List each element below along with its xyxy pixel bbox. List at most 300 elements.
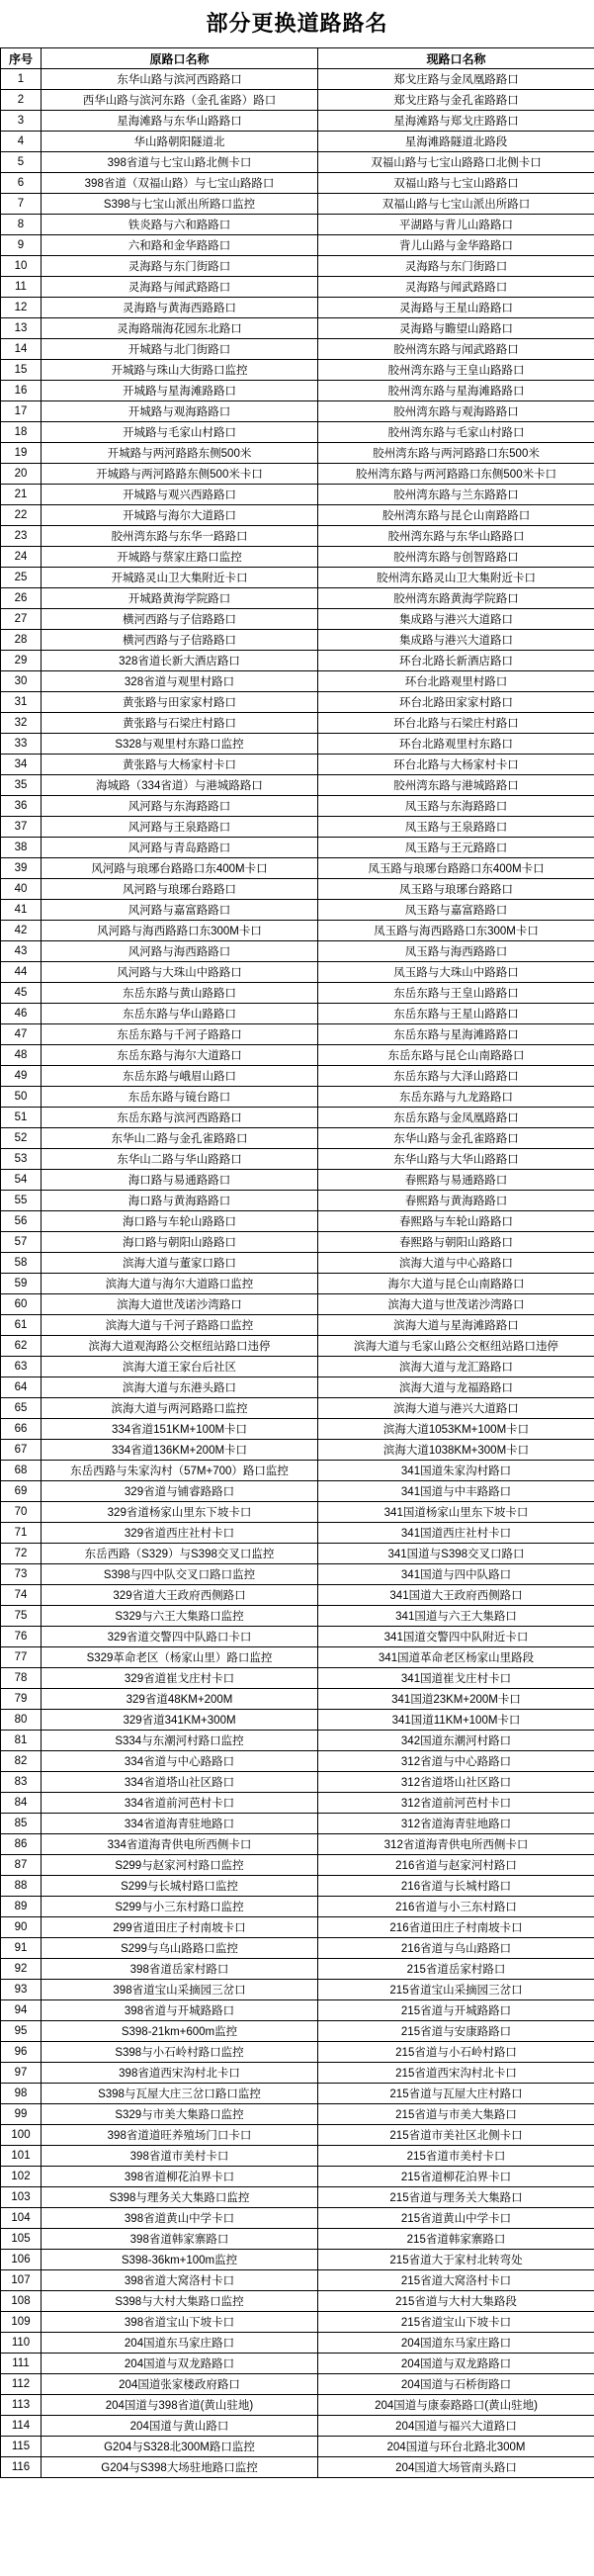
row-no-cell: 101 <box>1 2146 42 2167</box>
new-name-cell: 环台北路与石梁庄村路口 <box>318 713 594 734</box>
table-row <box>1 1502 594 1523</box>
table-row <box>1 941 594 962</box>
row-no-cell: 99 <box>1 2104 42 2125</box>
old-name-cell: 398省道宝山采摘园三岔口 <box>42 1980 318 2000</box>
table-row <box>1 2146 594 2167</box>
new-name-cell: 215省道黄山中学卡口 <box>318 2208 594 2229</box>
row-no-cell: 53 <box>1 1149 42 1170</box>
row-no-cell: 6 <box>1 173 42 194</box>
old-name-cell: 风河路与海西路路口东300M卡口 <box>42 921 318 941</box>
row-no-cell: 65 <box>1 1398 42 1419</box>
new-name-cell: 凤玉路与大珠山中路路口 <box>318 962 594 983</box>
table-row <box>1 381 594 401</box>
new-name-cell: 204国道与双龙路路口 <box>318 2354 594 2374</box>
new-name-cell: 216省道与乌山路路口 <box>318 1938 594 1959</box>
old-name-cell: 海口路与车轮山路路口 <box>42 1211 318 1232</box>
old-name-cell: 328省道与观里村路口 <box>42 671 318 692</box>
old-name-cell: S398与四中队交叉口路口监控 <box>42 1564 318 1585</box>
table-row <box>1 464 594 485</box>
old-name-cell: 329省道与铺睿路路口 <box>42 1481 318 1502</box>
table-row <box>1 194 594 215</box>
row-no-cell: 64 <box>1 1377 42 1398</box>
row-no-cell: 12 <box>1 298 42 318</box>
old-name-cell: 六和路和金华路路口 <box>42 235 318 256</box>
old-name-cell: 329省道交警四中队路口卡口 <box>42 1627 318 1647</box>
new-name-cell: 215省道市美社区北侧卡口 <box>318 2125 594 2146</box>
new-name-cell: 341国道23KM+200M卡口 <box>318 1689 594 1710</box>
old-name-cell: S398与七宝山派出所路口监控 <box>42 194 318 215</box>
table-row <box>1 1336 594 1357</box>
old-name-cell: 398省道宝山下坡卡口 <box>42 2312 318 2333</box>
row-no-cell: 13 <box>1 318 42 339</box>
old-name-cell: G204与S398大场驻地路口监控 <box>42 2457 318 2478</box>
old-name-cell: 东岳东路与峨眉山路口 <box>42 1066 318 1087</box>
old-name-cell: 204国道与398省道(黄山驻地) <box>42 2395 318 2416</box>
new-name-cell: 郑戈庄路与金凤凰路路口 <box>318 69 594 90</box>
table-row <box>1 2395 594 2416</box>
row-no-cell: 68 <box>1 1461 42 1481</box>
row-no-cell: 82 <box>1 1751 42 1772</box>
row-no-cell: 74 <box>1 1585 42 1606</box>
old-name-cell: 胶州湾东路与东华一路路口 <box>42 526 318 547</box>
row-no-cell: 109 <box>1 2312 42 2333</box>
row-no-cell: 67 <box>1 1440 42 1461</box>
row-no-cell: 83 <box>1 1772 42 1793</box>
row-no-cell: 35 <box>1 775 42 796</box>
old-name-cell: S398-36km+100m监控 <box>42 2250 318 2270</box>
row-no-cell: 114 <box>1 2416 42 2437</box>
row-no-cell: 51 <box>1 1108 42 1128</box>
row-no-cell: 4 <box>1 132 42 152</box>
old-name-cell: 398省道柳花泊界卡口 <box>42 2167 318 2187</box>
old-name-cell: 334省道前河芭村卡口 <box>42 1793 318 1814</box>
old-name-cell: S299与乌山路路口监控 <box>42 1938 318 1959</box>
row-no-cell: 2 <box>1 90 42 111</box>
old-name-cell: 开城路与两河路路东侧500米卡口 <box>42 464 318 485</box>
row-no-cell: 55 <box>1 1191 42 1211</box>
table-row <box>1 2374 594 2395</box>
new-name-cell: 204国道东马家庄路口 <box>318 2333 594 2354</box>
old-name-cell: 风河路与王泉路路口 <box>42 817 318 838</box>
old-name-cell: 开城路黄海学院路口 <box>42 588 318 609</box>
old-name-cell: 滨海大道与两河路路口监控 <box>42 1398 318 1419</box>
road-name-table <box>0 47 594 2478</box>
row-no-cell: 5 <box>1 152 42 173</box>
new-name-cell: 215省道宝山采摘园三岔口 <box>318 1980 594 2000</box>
row-no-cell: 63 <box>1 1357 42 1377</box>
table-row <box>1 1647 594 1668</box>
new-name-cell: 胶州湾东路与东华山路路口 <box>318 526 594 547</box>
new-name-cell: 东华山路与金孔雀路路口 <box>318 1128 594 1149</box>
table-row <box>1 256 594 277</box>
table-row <box>1 1377 594 1398</box>
new-name-cell: 海尔大道与昆仑山南路路口 <box>318 1274 594 1294</box>
new-name-cell: 环台北路观里村路口 <box>318 671 594 692</box>
table-row <box>1 713 594 734</box>
old-name-cell: 灵海路瑞海花园东北路口 <box>42 318 318 339</box>
table-row <box>1 921 594 941</box>
new-name-cell: 204国道与石桥街路口 <box>318 2374 594 2395</box>
old-name-cell: 星海滩路与东华山路路口 <box>42 111 318 132</box>
row-no-cell: 9 <box>1 235 42 256</box>
row-no-cell: 54 <box>1 1170 42 1191</box>
new-name-cell: 胶州湾东路与星海滩路路口 <box>318 381 594 401</box>
row-no-cell: 102 <box>1 2167 42 2187</box>
old-name-cell: 299省道田庄子村南坡卡口 <box>42 1917 318 1938</box>
row-no-cell: 69 <box>1 1481 42 1502</box>
new-name-cell: 312省道塔山社区路口 <box>318 1772 594 1793</box>
new-name-cell: 胶州湾东路与观海路路口 <box>318 401 594 422</box>
old-name-cell: 334省道海青驻地路口 <box>42 1814 318 1834</box>
new-name-cell: 216省道与长城村路口 <box>318 1876 594 1897</box>
row-no-cell: 30 <box>1 671 42 692</box>
old-name-cell: 329省道杨家山里东下坡卡口 <box>42 1502 318 1523</box>
row-no-cell: 36 <box>1 796 42 817</box>
row-no-cell: 106 <box>1 2250 42 2270</box>
row-no-cell: 60 <box>1 1294 42 1315</box>
table-row <box>1 443 594 464</box>
old-name-cell: 329省道崔戈庄村卡口 <box>42 1668 318 1689</box>
old-name-cell: 398省道与七宝山路北侧卡口 <box>42 152 318 173</box>
new-name-cell: 胶州湾东路与两河路路口东侧500米卡口 <box>318 464 594 485</box>
table-row <box>1 588 594 609</box>
table-row <box>1 318 594 339</box>
new-name-cell: 204国道与福兴大道路口 <box>318 2416 594 2437</box>
row-no-cell: 8 <box>1 215 42 235</box>
header-no: 序号 <box>1 48 42 69</box>
new-name-cell: 星海滩路与郑戈庄路路口 <box>318 111 594 132</box>
new-name-cell: 双福山路与七宝山派出所路口 <box>318 194 594 215</box>
old-name-cell: 开城路与海尔大道路口 <box>42 505 318 526</box>
row-no-cell: 107 <box>1 2270 42 2291</box>
new-name-cell: 341国道与中丰路路口 <box>318 1481 594 1502</box>
new-name-cell: 215省道韩家寨路口 <box>318 2229 594 2250</box>
old-name-cell: 398省道西宋沟村北卡口 <box>42 2063 318 2084</box>
table-row <box>1 1170 594 1191</box>
new-name-cell: 双福山路与七宝山路路口北侧卡口 <box>318 152 594 173</box>
row-no-cell: 17 <box>1 401 42 422</box>
old-name-cell: 开城路与星海滩路路口 <box>42 381 318 401</box>
table-row <box>1 900 594 921</box>
row-no-cell: 38 <box>1 838 42 858</box>
row-no-cell: 49 <box>1 1066 42 1087</box>
row-no-cell: 85 <box>1 1814 42 1834</box>
old-name-cell: 398省道与开城路路口 <box>42 2000 318 2021</box>
old-name-cell: 横河西路与子信路路口 <box>42 630 318 651</box>
new-name-cell: 312省道前河芭村卡口 <box>318 1793 594 1814</box>
row-no-cell: 61 <box>1 1315 42 1336</box>
header-new-name: 现路口名称 <box>318 48 594 69</box>
table-row <box>1 422 594 443</box>
row-no-cell: 92 <box>1 1959 42 1980</box>
old-name-cell: 灵海路与黄海西路路口 <box>42 298 318 318</box>
table-row <box>1 1751 594 1772</box>
row-no-cell: 95 <box>1 2021 42 2042</box>
new-name-cell: 341国道杨家山里东下坡卡口 <box>318 1502 594 1523</box>
new-name-cell: 东岳东路与大泽山路路口 <box>318 1066 594 1087</box>
table-row <box>1 1191 594 1211</box>
new-name-cell: 滨海大道与世茂诺沙湾路口 <box>318 1294 594 1315</box>
table-row <box>1 1876 594 1897</box>
row-no-cell: 40 <box>1 879 42 900</box>
old-name-cell: 东岳东路与黄山路路口 <box>42 983 318 1004</box>
new-name-cell: 春熙路与黄海路路口 <box>318 1191 594 1211</box>
table-row <box>1 1710 594 1731</box>
new-name-cell: 215省道与瓦屋大庄村路口 <box>318 2084 594 2104</box>
table-row <box>1 1087 594 1108</box>
new-name-cell: 凤玉路与琅琊台路路口 <box>318 879 594 900</box>
table-row <box>1 962 594 983</box>
row-no-cell: 79 <box>1 1689 42 1710</box>
table-row <box>1 692 594 713</box>
new-name-cell: 312省道海青驻地路口 <box>318 1814 594 1834</box>
new-name-cell: 灵海路与王星山路路口 <box>318 298 594 318</box>
old-name-cell: S398与大村大集路口监控 <box>42 2291 318 2312</box>
row-no-cell: 43 <box>1 941 42 962</box>
new-name-cell: 滨海大道与星海滩路路口 <box>318 1315 594 1336</box>
row-no-cell: 90 <box>1 1917 42 1938</box>
new-name-cell: 216省道与小三东村路口 <box>318 1897 594 1917</box>
row-no-cell: 59 <box>1 1274 42 1294</box>
new-name-cell: 341国道交警四中队附近卡口 <box>318 1627 594 1647</box>
table-row <box>1 526 594 547</box>
table-row <box>1 671 594 692</box>
table-row <box>1 1440 594 1461</box>
row-no-cell: 47 <box>1 1024 42 1045</box>
table-row <box>1 1274 594 1294</box>
new-name-cell: 204国道与康泰路路口(黄山驻地) <box>318 2395 594 2416</box>
new-name-cell: 341国道大王政府西侧路口 <box>318 1585 594 1606</box>
row-no-cell: 78 <box>1 1668 42 1689</box>
row-no-cell: 24 <box>1 547 42 568</box>
table-row <box>1 1564 594 1585</box>
table-row <box>1 2063 594 2084</box>
old-name-cell: 滨海大道与董家口路口 <box>42 1253 318 1274</box>
new-name-cell: 341国道与六王大集路口 <box>318 1606 594 1627</box>
table-row <box>1 215 594 235</box>
row-no-cell: 37 <box>1 817 42 838</box>
new-name-cell: 胶州湾东路与闻武路路口 <box>318 339 594 360</box>
row-no-cell: 97 <box>1 2063 42 2084</box>
row-no-cell: 89 <box>1 1897 42 1917</box>
table-row <box>1 1315 594 1336</box>
old-name-cell: 398省道黄山中学卡口 <box>42 2208 318 2229</box>
old-name-cell: 东岳东路与海尔大道路口 <box>42 1045 318 1066</box>
old-name-cell: 204国道东马家庄路口 <box>42 2333 318 2354</box>
old-name-cell: 黄张路与大杨家村卡口 <box>42 755 318 775</box>
new-name-cell: 312省道与中心路路口 <box>318 1751 594 1772</box>
old-name-cell: 334省道与中心路路口 <box>42 1751 318 1772</box>
new-name-cell: 星海滩路隧道北路段 <box>318 132 594 152</box>
new-name-cell: 341国道西庄社村卡口 <box>318 1523 594 1544</box>
table-row <box>1 1938 594 1959</box>
old-name-cell: 开城路与毛家山村路口 <box>42 422 318 443</box>
old-name-cell: 329省道341KM+300M <box>42 1710 318 1731</box>
table-row <box>1 1066 594 1087</box>
table-row <box>1 1232 594 1253</box>
old-name-cell: 开城路灵山卫大集附近卡口 <box>42 568 318 588</box>
row-no-cell: 70 <box>1 1502 42 1523</box>
table-row <box>1 1855 594 1876</box>
row-no-cell: 88 <box>1 1876 42 1897</box>
row-no-cell: 66 <box>1 1419 42 1440</box>
new-name-cell: 215省道与安康路路口 <box>318 2021 594 2042</box>
row-no-cell: 103 <box>1 2187 42 2208</box>
new-name-cell: 216省道田庄子村南坡卡口 <box>318 1917 594 1938</box>
row-no-cell: 80 <box>1 1710 42 1731</box>
new-name-cell: 滨海大道1053KM+100M卡口 <box>318 1419 594 1440</box>
old-name-cell: S299与长城村路口监控 <box>42 1876 318 1897</box>
old-name-cell: 风河路与青岛路路口 <box>42 838 318 858</box>
old-name-cell: S328与观里村东路口监控 <box>42 734 318 755</box>
row-no-cell: 23 <box>1 526 42 547</box>
old-name-cell: 开城路与北门街路口 <box>42 339 318 360</box>
new-name-cell: 胶州湾东路灵山卫大集附近卡口 <box>318 568 594 588</box>
new-name-cell: 215省道与大村大集路段 <box>318 2291 594 2312</box>
new-name-cell: 凤玉路与琅琊台路路口东400M卡口 <box>318 858 594 879</box>
table-row <box>1 1544 594 1564</box>
table-row <box>1 1627 594 1647</box>
table-row <box>1 630 594 651</box>
new-name-cell: 东岳东路与九龙路路口 <box>318 1087 594 1108</box>
new-name-cell: 204国道大场管南头路口 <box>318 2457 594 2478</box>
new-name-cell: 胶州湾东路与毛家山村路口 <box>318 422 594 443</box>
row-no-cell: 94 <box>1 2000 42 2021</box>
row-no-cell: 28 <box>1 630 42 651</box>
row-no-cell: 25 <box>1 568 42 588</box>
table-row <box>1 505 594 526</box>
old-name-cell: 334省道海青供电所西侧卡口 <box>42 1834 318 1855</box>
new-name-cell: 滨海大道与龙福路路口 <box>318 1377 594 1398</box>
row-no-cell: 96 <box>1 2042 42 2063</box>
row-no-cell: 45 <box>1 983 42 1004</box>
table-row <box>1 1419 594 1440</box>
old-name-cell: S329与六王大集路口监控 <box>42 1606 318 1627</box>
old-name-cell: 风河路与琅琊台路路口 <box>42 879 318 900</box>
new-name-cell: 215省道与小石岭村路口 <box>318 2042 594 2063</box>
table-row <box>1 1211 594 1232</box>
table-row <box>1 1253 594 1274</box>
new-name-cell: 胶州湾东路与兰东路路口 <box>318 485 594 505</box>
table-row <box>1 90 594 111</box>
old-name-cell: 334省道151KM+100M卡口 <box>42 1419 318 1440</box>
row-no-cell: 57 <box>1 1232 42 1253</box>
old-name-cell: S398与理务关大集路口监控 <box>42 2187 318 2208</box>
row-no-cell: 7 <box>1 194 42 215</box>
old-name-cell: 海口路与黄海路路口 <box>42 1191 318 1211</box>
row-no-cell: 52 <box>1 1128 42 1149</box>
row-no-cell: 26 <box>1 588 42 609</box>
table-row <box>1 1045 594 1066</box>
new-name-cell: 东岳东路与昆仑山南路路口 <box>318 1045 594 1066</box>
row-no-cell: 14 <box>1 339 42 360</box>
table-row <box>1 1772 594 1793</box>
table-row <box>1 298 594 318</box>
table-row <box>1 2104 594 2125</box>
old-name-cell: 398省道市美村卡口 <box>42 2146 318 2167</box>
new-name-cell: 341国道崔戈庄村卡口 <box>318 1668 594 1689</box>
old-name-cell: S398-21km+600m监控 <box>42 2021 318 2042</box>
table-row <box>1 2229 594 2250</box>
old-name-cell: 黄张路与田家家村路口 <box>42 692 318 713</box>
old-name-cell: 329省道48KM+200M <box>42 1689 318 1710</box>
new-name-cell: 215省道柳花泊界卡口 <box>318 2167 594 2187</box>
old-name-cell: 开城路与珠山大街路口监控 <box>42 360 318 381</box>
old-name-cell: 灵海路与东门街路口 <box>42 256 318 277</box>
table-row <box>1 360 594 381</box>
new-name-cell: 215省道与开城路路口 <box>318 2000 594 2021</box>
row-no-cell: 39 <box>1 858 42 879</box>
new-name-cell: 双福山路与七宝山路路口 <box>318 173 594 194</box>
table-row <box>1 485 594 505</box>
row-no-cell: 50 <box>1 1087 42 1108</box>
table-row <box>1 2437 594 2457</box>
new-name-cell: 环台北路田家家村路口 <box>318 692 594 713</box>
new-name-cell: 341国道11KM+100M卡口 <box>318 1710 594 1731</box>
table-row <box>1 235 594 256</box>
old-name-cell: 东岳东路与千河子路路口 <box>42 1024 318 1045</box>
old-name-cell: 334省道塔山社区路口 <box>42 1772 318 1793</box>
table-row <box>1 2270 594 2291</box>
row-no-cell: 34 <box>1 755 42 775</box>
row-no-cell: 18 <box>1 422 42 443</box>
old-name-cell: 开城路与观海路路口 <box>42 401 318 422</box>
old-name-cell: S398与瓦屋大庄三岔口路口监控 <box>42 2084 318 2104</box>
new-name-cell: 341国道朱家沟村路口 <box>318 1461 594 1481</box>
table-row <box>1 69 594 90</box>
new-name-cell: 215省道岳家村路口 <box>318 1959 594 1980</box>
old-name-cell: 398省道大窝洛村卡口 <box>42 2270 318 2291</box>
new-name-cell: 郑戈庄路与金孔雀路路口 <box>318 90 594 111</box>
old-name-cell: S334与东潮河村路口监控 <box>42 1731 318 1751</box>
table-row <box>1 1004 594 1024</box>
old-name-cell: G204与S328北300M路口监控 <box>42 2437 318 2457</box>
new-name-cell: 凤玉路与嘉富路路口 <box>318 900 594 921</box>
header-old-name: 原路口名称 <box>42 48 318 69</box>
table-row <box>1 1481 594 1502</box>
new-name-cell: 216省道与赵家河村路口 <box>318 1855 594 1876</box>
row-no-cell: 116 <box>1 2457 42 2478</box>
old-name-cell: 开城路与观兴西路路口 <box>42 485 318 505</box>
new-name-cell: 215省道与理务关大集路口 <box>318 2187 594 2208</box>
table-row <box>1 1024 594 1045</box>
new-name-cell: 胶州湾东路与昆仑山南路路口 <box>318 505 594 526</box>
new-name-cell: 环台北路观里村东路口 <box>318 734 594 755</box>
old-name-cell: 204国道张家楼政府路口 <box>42 2374 318 2395</box>
old-name-cell: 西华山路与滨河东路（金孔雀路）路口 <box>42 90 318 111</box>
table-row <box>1 817 594 838</box>
row-no-cell: 33 <box>1 734 42 755</box>
row-no-cell: 110 <box>1 2333 42 2354</box>
new-name-cell: 胶州湾东路与王皇山路路口 <box>318 360 594 381</box>
new-name-cell: 凤玉路与海西路路口 <box>318 941 594 962</box>
new-name-cell: 215省道西宋沟村北卡口 <box>318 2063 594 2084</box>
old-name-cell: 海口路与朝阳山路路口 <box>42 1232 318 1253</box>
new-name-cell: 东岳东路与王皇山路路口 <box>318 983 594 1004</box>
table-row <box>1 1814 594 1834</box>
new-name-cell: 滨海大道与龙汇路路口 <box>318 1357 594 1377</box>
new-name-cell: 环台北路与大杨家村卡口 <box>318 755 594 775</box>
old-name-cell: 风河路与琅琊台路路口东400M卡口 <box>42 858 318 879</box>
table-row <box>1 547 594 568</box>
table-row <box>1 152 594 173</box>
new-name-cell: 春熙路与朝阳山路路口 <box>318 1232 594 1253</box>
table-row <box>1 401 594 422</box>
old-name-cell: 滨海大道与海尔大道路口监控 <box>42 1274 318 1294</box>
new-name-cell: 341国道与S398交叉口路口 <box>318 1544 594 1564</box>
new-name-cell: 胶州湾东路与创智路路口 <box>318 547 594 568</box>
old-name-cell: S299与赵家河村路口监控 <box>42 1855 318 1876</box>
